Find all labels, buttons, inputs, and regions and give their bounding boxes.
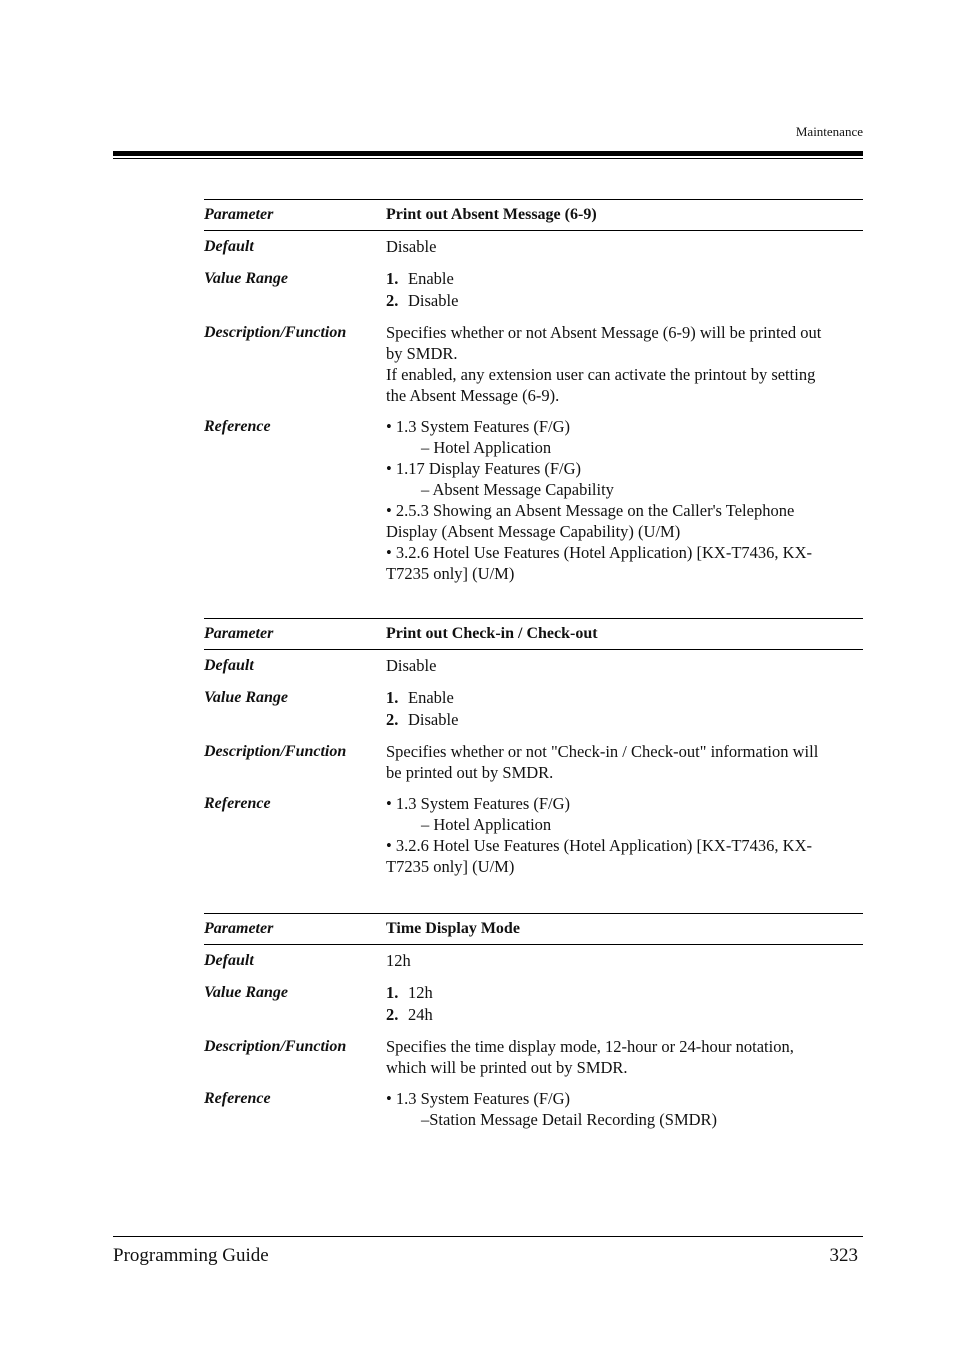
page-number: 323 <box>829 1245 858 1266</box>
default-row <box>204 655 863 676</box>
parameter-name: Time Display Mode <box>386 920 520 937</box>
value-range-label: Value Range <box>204 689 289 706</box>
reference-line: –Station Message Detail Recording (SMDR) <box>421 1110 718 1129</box>
description-line: which will be printed out by SMDR. <box>386 1058 628 1077</box>
reference-line: • 1.3 System Features (F/G) <box>386 1089 571 1108</box>
value-range-text: 12h <box>408 983 433 1002</box>
value-range-row <box>204 687 863 731</box>
parameter-label: Parameter <box>204 625 274 642</box>
value-range-text: Disable <box>408 291 459 310</box>
description-row <box>204 322 863 406</box>
default-row <box>204 236 863 257</box>
value-range-label: Value Range <box>204 984 289 1001</box>
default-row <box>204 950 863 971</box>
value-range-number: 1. <box>386 269 399 288</box>
description-line: be printed out by SMDR. <box>386 763 554 782</box>
reference-label: Reference <box>204 418 271 435</box>
parameter-row <box>204 913 863 945</box>
parameter-row <box>204 199 863 231</box>
reference-line: Display (Absent Message Capability) (U/M) <box>386 522 681 541</box>
parameter-label: Parameter <box>204 206 274 223</box>
footer-rule <box>113 1236 863 1237</box>
parameter-name: Print out Check-in / Check-out <box>386 625 598 642</box>
description-line: If enabled, any extension user can activate the printout by setting <box>386 365 816 384</box>
reference-line: – Absent Message Capability <box>421 480 614 499</box>
default-label: Default <box>204 952 254 969</box>
value-range-item <box>386 268 863 290</box>
value-range-item <box>386 1004 863 1026</box>
description-row <box>204 741 863 783</box>
default-value: 12h <box>386 951 411 970</box>
value-range-item <box>386 982 863 1004</box>
value-range-number: 2. <box>386 710 399 729</box>
value-range-number: 2. <box>386 1005 399 1024</box>
parameter-row <box>204 618 863 650</box>
reference-line: • 3.2.6 Hotel Use Features (Hotel Application) [KX-T7436, KX- <box>386 836 812 855</box>
value-range-number: 1. <box>386 983 399 1002</box>
reference-line: • 2.5.3 Showing an Absent Message on the Caller's Telephone <box>386 501 795 520</box>
reference-label: Reference <box>204 795 271 812</box>
description-label: Description/Function <box>204 743 347 760</box>
header-rule-thick <box>113 151 863 156</box>
description-line: the Absent Message (6-9). <box>386 386 560 405</box>
reference-line: T7235 only] (U/M) <box>386 564 515 583</box>
reference-label: Reference <box>204 1090 271 1107</box>
description-line: Specifies whether or not "Check-in / Check-out" information will <box>386 742 819 761</box>
value-range-text: Enable <box>408 269 454 288</box>
value-range-text: 24h <box>408 1005 433 1024</box>
parameter-label: Parameter <box>204 920 274 937</box>
default-value: Disable <box>386 237 437 256</box>
value-range-number: 2. <box>386 291 399 310</box>
parameter-table <box>204 199 863 584</box>
reference-line: • 1.3 System Features (F/G) <box>386 417 571 436</box>
description-label: Description/Function <box>204 1038 347 1055</box>
reference-line: • 1.3 System Features (F/G) <box>386 794 571 813</box>
value-range-item <box>386 290 863 312</box>
description-label: Description/Function <box>204 324 347 341</box>
value-range-item <box>386 709 863 731</box>
description-line: by SMDR. <box>386 344 458 363</box>
value-range-row <box>204 268 863 312</box>
description-line: Specifies whether or not Absent Message (6-9) will be printed out <box>386 323 822 342</box>
footer-title: Programming Guide <box>113 1245 269 1266</box>
description-line: Specifies the time display mode, 12-hour or 24-hour notation, <box>386 1037 794 1056</box>
header-rule-thin <box>113 158 863 159</box>
default-value: Disable <box>386 656 437 675</box>
value-range-text: Enable <box>408 688 454 707</box>
reference-line: • 1.17 Display Features (F/G) <box>386 459 582 478</box>
parameter-table <box>204 913 863 1130</box>
reference-line: – Hotel Application <box>421 438 552 457</box>
parameter-name: Print out Absent Message (6-9) <box>386 206 597 223</box>
default-label: Default <box>204 657 254 674</box>
default-label: Default <box>204 238 254 255</box>
reference-row <box>204 793 863 877</box>
parameter-table <box>204 618 863 877</box>
value-range-text: Disable <box>408 710 459 729</box>
value-range-label: Value Range <box>204 270 289 287</box>
value-range-row <box>204 982 863 1026</box>
value-range-item <box>386 687 863 709</box>
reference-line: • 3.2.6 Hotel Use Features (Hotel Application) [KX-T7436, KX- <box>386 543 812 562</box>
description-row <box>204 1036 863 1078</box>
reference-line: – Hotel Application <box>421 815 552 834</box>
reference-row <box>204 1088 863 1130</box>
reference-line: T7235 only] (U/M) <box>386 857 515 876</box>
header-section-label: Maintenance <box>795 124 863 139</box>
value-range-number: 1. <box>386 688 399 707</box>
reference-row <box>204 416 863 584</box>
